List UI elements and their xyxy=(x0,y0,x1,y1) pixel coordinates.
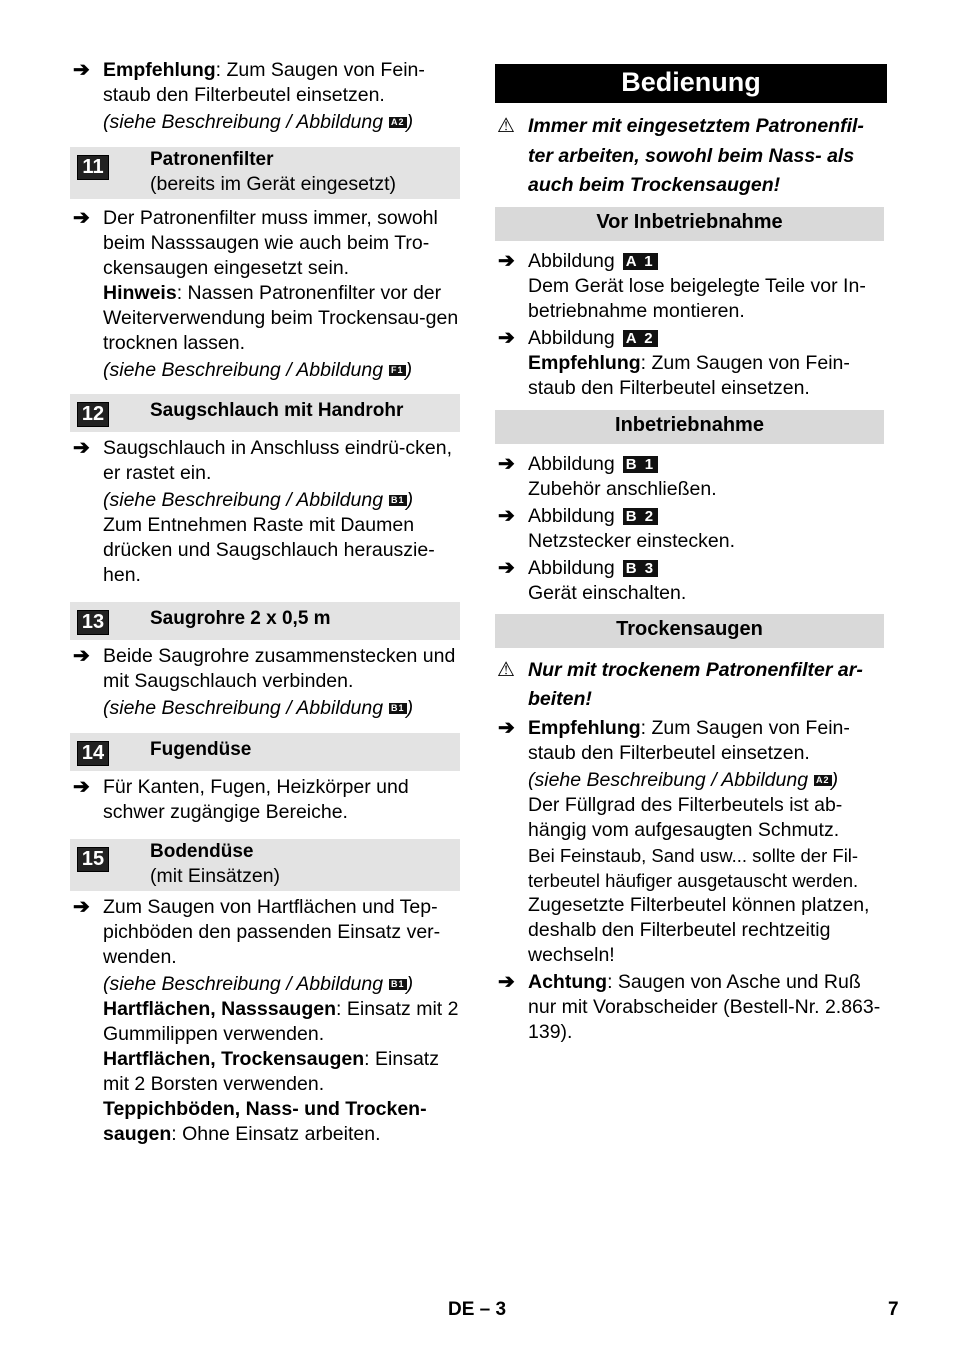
section-title: Saugschlauch mit Handrohr xyxy=(150,400,404,421)
section-12-bullet xyxy=(70,436,460,588)
vor-item-1 xyxy=(495,249,887,324)
hint-text: : Nassen Patronenfilter vor der Weiterverwendung beim Trockensau-gen trocknen lassen. xyxy=(103,282,459,354)
footer-section-label: DE – 3 xyxy=(448,1299,507,1320)
hint-bold: Hinweis xyxy=(103,282,177,304)
item-text: Netzstecker einstecken. xyxy=(528,529,736,552)
bullet-text: Der Patronenfilter muss immer, sowohl beim Nasssaugen wie auch beim Tro-ckensaugen eingesetzt sein. xyxy=(103,207,438,279)
arrow-right-icon: ➔ xyxy=(498,504,515,527)
inb-item-3 xyxy=(495,556,887,606)
arrow-right-icon: ➔ xyxy=(73,645,90,667)
item-text: : Zum Saugen von Fein-staub den Filterbeutel einsetzen. xyxy=(528,351,850,399)
bullet-bold: Achtung xyxy=(528,970,608,993)
trocken-bullet-2 xyxy=(495,970,887,1045)
inbetriebnahme-header: Inbetriebnahme xyxy=(495,410,884,444)
right-column xyxy=(495,58,887,1045)
section-15-header xyxy=(70,839,460,891)
ref-text: (siehe Beschreibung / Abbildung xyxy=(103,489,384,511)
section-number: 15 xyxy=(77,847,109,872)
section-15-bullet xyxy=(70,895,460,1147)
abbildung-label: Abbildung xyxy=(528,249,615,272)
section-11-bullet xyxy=(70,206,460,383)
warning-text: Immer mit eingesetztem Patronenfil-ter arbeiten, sowohl beim Nass- als auch beim Trockensaugen! xyxy=(528,115,864,196)
ref-text: (siehe Beschreibung / Abbildung xyxy=(528,768,809,791)
intro-ref: (siehe Beschreibung / Abbildung xyxy=(103,111,384,133)
figure-ref-icon: B1 xyxy=(391,979,405,990)
arrow-right-icon: ➔ xyxy=(73,59,90,81)
bullet-text: : Saugen von Asche und Ruß nur mit Vorabscheider (Bestell-Nr. 2.863-139). xyxy=(528,970,881,1043)
intro-ref-end: ) xyxy=(406,111,414,133)
left-column xyxy=(70,58,460,1147)
arrow-right-icon: ➔ xyxy=(73,207,90,229)
bullet-bold: Empfehlung xyxy=(528,716,641,739)
vor-inbetriebnahme-header: Vor Inbetriebnahme xyxy=(495,207,884,241)
warning-triangle-icon: ⚠ xyxy=(497,115,515,137)
section-13-bullet xyxy=(70,644,460,721)
arrow-right-icon: ➔ xyxy=(498,716,515,739)
para-2: Bei Feinstaub, Sand usw... sollte der Fil-terbeutel häufiger ausgetauscht werden. xyxy=(528,844,859,891)
figure-ref-icon: B 3 xyxy=(623,560,658,577)
ref-end: ) xyxy=(406,489,414,511)
warning-triangle-icon: ⚠ xyxy=(497,658,515,681)
p2-text: : Einsatz mit 2 Borsten verwenden. xyxy=(103,1048,439,1095)
vor-item-2 xyxy=(495,326,887,401)
section-14-bullet xyxy=(70,775,460,825)
arrow-right-icon: ➔ xyxy=(498,556,515,579)
abbildung-label: Abbildung xyxy=(528,326,615,349)
item-bold: Empfehlung xyxy=(528,351,641,374)
para-3: Zugesetzte Filterbeutel können platzen, deshalb den Filterbeutel rechtzeitig wechseln! xyxy=(528,893,870,966)
section-number: 12 xyxy=(77,402,109,427)
section-title: Saugrohre 2 x 0,5 m xyxy=(150,608,331,629)
arrow-right-icon: ➔ xyxy=(498,452,515,475)
bullet-text: : Zum Saugen von Fein-staub den Filterbeutel einsetzen. xyxy=(528,716,850,764)
figure-ref-icon: B 1 xyxy=(623,456,658,473)
figure-ref-icon: B 2 xyxy=(623,508,658,525)
bullet-text: Beide Saugrohre zusammenstecken und mit Saugschlauch verbinden. xyxy=(103,645,456,692)
figure-ref-icon: B1 xyxy=(391,495,405,506)
section-title: Fugendüse xyxy=(150,739,252,760)
arrow-right-icon: ➔ xyxy=(73,776,90,798)
section-14-header xyxy=(70,733,460,771)
abbildung-label: Abbildung xyxy=(528,452,615,475)
arrow-right-icon: ➔ xyxy=(498,970,515,993)
section-11-header xyxy=(70,147,460,199)
figure-ref-icon: A 1 xyxy=(623,253,658,270)
arrow-right-icon: ➔ xyxy=(498,326,515,349)
section-number: 13 xyxy=(77,610,109,635)
section-subtitle: (bereits im Gerät eingesetzt) xyxy=(150,173,397,195)
figure-ref-icon: F1 xyxy=(391,365,404,376)
ref-end: ) xyxy=(406,697,414,719)
abbildung-label: Abbildung xyxy=(528,504,615,527)
extra-text: Zum Entnehmen Raste mit Daumen drücken und Saugschlauch herauszie-hen. xyxy=(103,514,435,586)
ref-end: ) xyxy=(406,973,414,995)
intro-bold: Empfehlung xyxy=(103,59,216,81)
p2-bold: Hartflächen, Trockensaugen xyxy=(103,1048,365,1070)
abbildung-label: Abbildung xyxy=(528,556,615,579)
arrow-right-icon: ➔ xyxy=(498,249,515,272)
p3-text: : Ohne Einsatz arbeiten. xyxy=(171,1123,381,1145)
arrow-right-icon: ➔ xyxy=(73,437,90,459)
ref-text: (siehe Beschreibung / Abbildung xyxy=(103,359,384,381)
inb-item-2 xyxy=(495,504,887,554)
section-12-header xyxy=(70,394,460,432)
warning-text: Nur mit trockenem Patronenfilter ar-beiten! xyxy=(528,658,863,710)
para-1: Der Füllgrad des Filterbeutels ist ab-hängig vom aufgesaugten Schmutz. xyxy=(528,793,843,841)
figure-ref-icon: A 2 xyxy=(623,330,658,347)
p1-bold: Hartflächen, Nasssaugen xyxy=(103,998,337,1020)
bedienung-header: Bedienung xyxy=(495,64,887,103)
trockensaugen-header: Trockensaugen xyxy=(495,614,884,648)
section-title: Patronenfilter xyxy=(150,149,274,170)
ref-text: (siehe Beschreibung / Abbildung xyxy=(103,973,384,995)
trocken-bullet-1 xyxy=(495,716,887,968)
section-title: Bodendüse xyxy=(150,841,254,862)
arrow-right-icon: ➔ xyxy=(73,896,90,918)
figure-ref-icon: A2 xyxy=(816,774,830,785)
footer-page-number: 7 xyxy=(888,1299,899,1320)
item-text: Gerät einschalten. xyxy=(528,581,687,604)
figure-ref-icon: B1 xyxy=(391,703,405,714)
item-text: Dem Gerät lose beigelegte Teile vor In-betriebnahme montieren. xyxy=(528,274,866,322)
intro-bullet xyxy=(70,58,460,135)
p1-text: : Einsatz mit 2 Gummilippen verwenden. xyxy=(103,998,459,1045)
section-number: 14 xyxy=(77,741,109,766)
bullet-text: Für Kanten, Fugen, Heizkörper und schwer zugängige Bereiche. xyxy=(103,776,409,823)
bullet-text: Saugschlauch in Anschluss eindrü-cken, er rastet ein. xyxy=(103,437,453,484)
section-subtitle: (mit Einsätzen) xyxy=(150,865,281,887)
figure-ref-icon: A2 xyxy=(391,117,405,128)
bullet-text: Zum Saugen von Hartflächen und Tep-pichböden den passenden Einsatz ver-wenden. xyxy=(103,896,441,968)
p3-bold: Teppichböden, Nass- und Trocken-saugen xyxy=(103,1098,427,1145)
ref-end: ) xyxy=(405,359,413,381)
inb-item-1 xyxy=(495,452,887,502)
warning-block xyxy=(495,112,887,201)
section-number: 11 xyxy=(77,155,109,180)
intro-text: : Zum Saugen von Fein-staub den Filterbeutel einsetzen. xyxy=(103,59,425,106)
section-13-header xyxy=(70,602,460,640)
trocken-warning xyxy=(495,656,887,715)
ref-text: (siehe Beschreibung / Abbildung xyxy=(103,697,384,719)
ref-end: ) xyxy=(831,768,839,791)
item-text: Zubehör anschließen. xyxy=(528,477,717,500)
